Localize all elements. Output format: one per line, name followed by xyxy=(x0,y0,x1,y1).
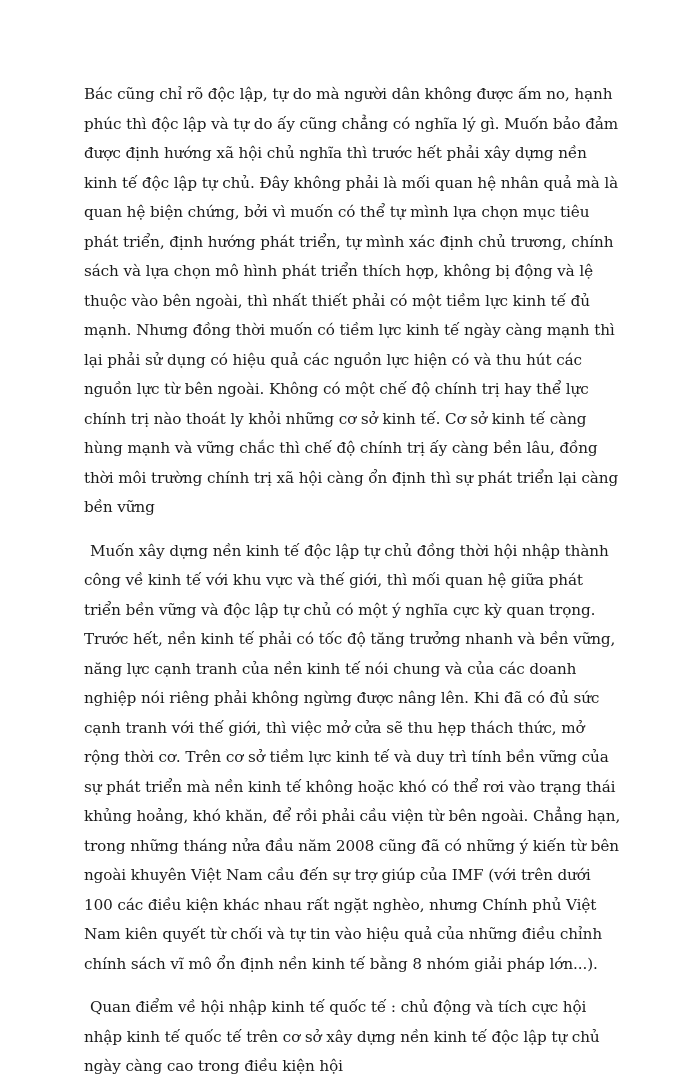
document-body xyxy=(84,80,624,1082)
paragraph-1: Bác cũng chỉ rõ độc lập, tự do mà người dân không được ấm no, hạnh phúc thì độc lập và tự do ấy cũng chẳng có nghĩa lý gì. Muốn bảo đảm được định hướng xã hội chủ nghĩa thì trước hết phải xây dựng nền kinh tế độc lập tự chủ. Đây không phải là mối quan hệ nhân quả mà là quan hệ biện chứng, bởi vì muốn có thể tự mình lựa chọn mục tiêu phát triển, định hướng phát triển, tự mình xác định chủ trương, chính sách và lựa chọn mô hình phát triển thích hợp, không bị động và lệ thuộc vào bên ngoài, thì nhất thiết phải có một tiềm lực kinh tế đủ mạnh. Nhưng đồng thời muốn có tiềm lực kinh tế ngày càng mạnh thì lại phải sử dụng có hiệu quả các nguồn lực hiện có và thu hút các nguồn lực từ bên ngoài. Không có một chế độ chính trị hay thể lực chính trị nào thoát ly khỏi những cơ sở kinh tế. Cơ sở kinh tế càng hùng mạnh và vững chắc thì chế độ chính trị ấy càng bền lâu, đồng thời môi trường chính trị xã hội càng ổn định thì sự phát triển lại càng bền vững xyxy=(84,85,619,516)
paragraph-2: Muốn xây dựng nền kinh tế độc lập tự chủ đồng thời hội nhập thành công về kinh tế với khu vực và thế giới, thì mối quan hệ giữa phát triển bền vững và độc lập tự chủ có một ý nghĩa cực kỳ quan trọng. Trước hết, nền kinh tế phải có tốc độ tăng trưởng nhanh và bền vững, năng lực cạnh tranh của nền kinh tế nói chung và của các doanh nghiệp nói riêng phải không ngừng được nâng lên. Khi đã có đủ sức cạnh tranh với thế giới, thì việc mở cửa sẽ thu hẹp thách thức, mở rộng thời cơ. Trên cơ sở tiềm lực kinh tế và duy trì tính bền vững của sự phát triển mà nền kinh tế không hoặc khó có thể rơi vào trạng thái khủng hoảng, khó khăn, để rồi phải cầu viện từ bên ngoài. Chẳng hạn, trong những tháng nửa đầu năm 2008 cũng đã có những ý kiến từ bên ngoài khuyên Việt Nam cầu đến sự trợ giúp của IMF (với trên dưới 100 các điều kiện khác nhau rất ngặt nghèo, nhưng Chính phủ Việt Nam kiên quyết từ chối và tự tin vào hiệu quả của những điều chỉnh chính sách vĩ mô ổn định nền kinh tế bằng 8 nhóm giải pháp lớn...). xyxy=(84,541,621,973)
paragraph-3: Quan điểm về hội nhập kinh tế quốc tế : chủ động và tích cực hội nhập kinh tế quốc tế trên cơ sở xây dựng nền kinh tế độc lập tự chủ ngày càng cao trong điều kiện hội xyxy=(84,998,600,1075)
